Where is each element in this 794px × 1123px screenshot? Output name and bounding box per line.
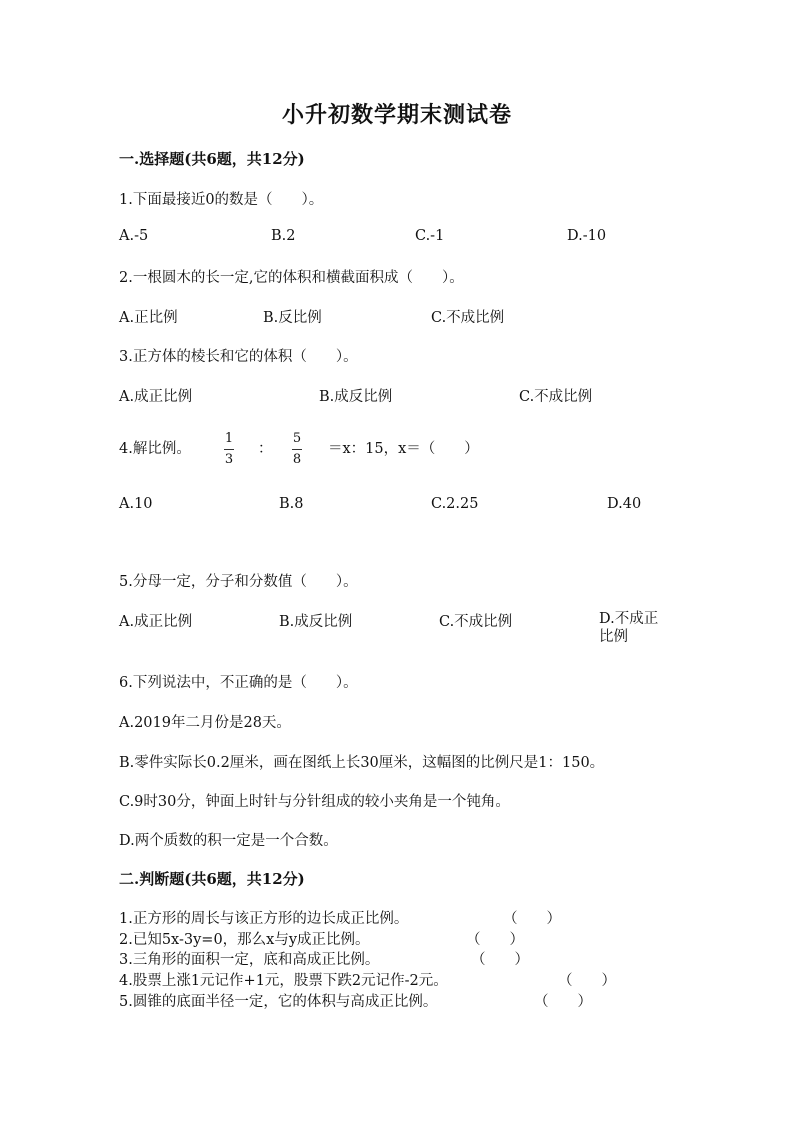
judgement-item-2: 2.已知5x-3y=0，那么x与y成正比例。 [119, 932, 370, 948]
question-5: 5.分母一定，分子和分数值（ ）。 [119, 574, 358, 590]
fraction-denominator: 8 [292, 452, 302, 467]
answer-blank[interactable]: （ ） [503, 911, 561, 927]
fraction-denominator: 3 [224, 452, 234, 467]
fraction-numerator: 5 [292, 431, 302, 446]
section-heading-judgement: 二.判断题(共6题，共12分) [119, 870, 305, 888]
answer-blank[interactable]: （ ） [534, 994, 592, 1010]
q5-option-c: C.不成比例 [439, 614, 513, 630]
judgement-item-1: 1.正方形的周长与该正方形的边长成正比例。 [119, 911, 409, 927]
q4-option-b: B.8 [279, 496, 304, 512]
q5-option-b: B.成反比例 [279, 614, 353, 630]
q3-option-b: B.成反比例 [319, 389, 393, 405]
question-1: 1.下面最接近0的数是（ ）。 [119, 192, 324, 208]
answer-blank[interactable]: （ ） [466, 932, 524, 948]
fraction-bar [224, 449, 234, 450]
section-heading-choice: 一.选择题(共6题，共12分) [119, 150, 305, 168]
judgement-item-5: 5.圆锥的底面半径一定，它的体积与高成正比例。 [119, 994, 438, 1010]
question-2: 2.一根圆木的长一定,它的体积和横截面积成（ ）。 [119, 270, 464, 286]
q6-option-a: A.2019年二月份是28天。 [119, 715, 291, 731]
question-4-prefix: 4.解比例。 [119, 441, 191, 457]
judgement-item-4: 4.股票上涨1元记作+1元，股票下跌2元记作-2元。 [119, 973, 448, 989]
q6-option-d: D.两个质数的积一定是一个合数。 [119, 833, 338, 849]
fraction-bar [292, 449, 302, 450]
q5-option-d: D.不成正比例 [599, 611, 659, 645]
q2-option-b: B.反比例 [263, 310, 322, 326]
q4-option-a: A.10 [119, 496, 153, 512]
q3-option-c: C.不成比例 [519, 389, 593, 405]
q4-option-c: C.2.25 [431, 496, 479, 512]
q2-option-a: A.正比例 [119, 310, 178, 326]
q1-option-a: A.-5 [119, 228, 149, 244]
fraction-one-third [224, 432, 234, 467]
fraction-numerator: 1 [224, 431, 234, 446]
question-4-suffix: ＝x：15，x＝（ ） [328, 441, 479, 457]
q6-option-b: B.零件实际长0.2厘米，画在图纸上长30厘米，这幅图的比例尺是1：150。 [119, 755, 605, 771]
q5-option-a: A.成正比例 [119, 614, 193, 630]
question-6: 6.下列说法中，不正确的是（ ）。 [119, 675, 358, 691]
q1-option-b: B.2 [271, 228, 296, 244]
q1-option-c: C.-1 [415, 228, 445, 244]
page-title: 小升初数学期末测试卷 [281, 102, 512, 128]
judgement-item-3: 3.三角形的面积一定，底和高成正比例。 [119, 952, 380, 968]
question-3: 3.正方体的棱长和它的体积（ ）。 [119, 349, 358, 365]
ratio-colon: ： [258, 441, 273, 457]
q1-option-d: D.-10 [567, 228, 607, 244]
q3-option-a: A.成正比例 [119, 389, 193, 405]
answer-blank[interactable]: （ ） [471, 952, 529, 968]
q4-option-d: D.40 [607, 496, 642, 512]
q6-option-c: C.9时30分，钟面上时针与分针组成的较小夹角是一个钝角。 [119, 794, 510, 810]
answer-blank[interactable]: （ ） [558, 973, 616, 989]
fraction-five-eighths [292, 432, 302, 467]
q2-option-c: C.不成比例 [431, 310, 505, 326]
